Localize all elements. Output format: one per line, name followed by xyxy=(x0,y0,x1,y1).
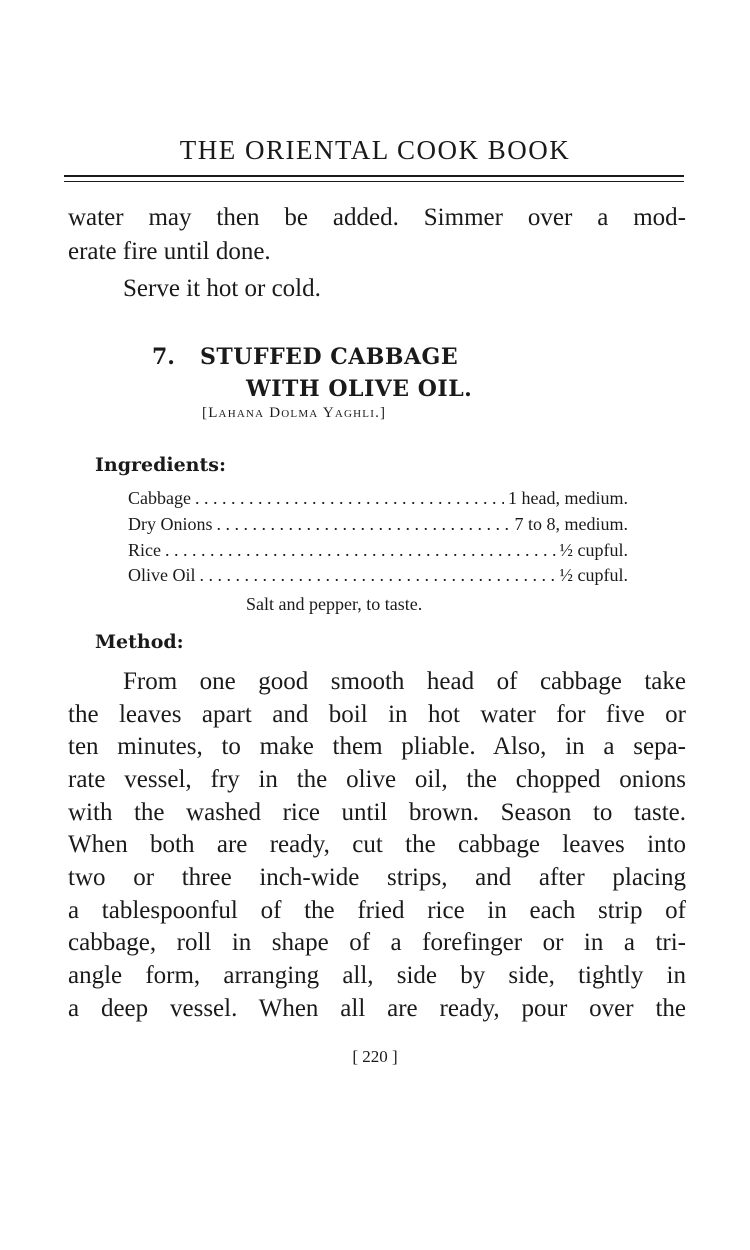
text-line: the leaves apart and boil in hot water for five or xyxy=(68,701,686,728)
ingredient-row xyxy=(128,563,628,587)
ingredient-name: Olive Oil xyxy=(128,565,196,585)
text-line: ten minutes, to make them pliable. Also, in a sepa- xyxy=(68,733,686,760)
text-line: When both are ready, cut the cabbage leaves into xyxy=(68,831,686,858)
ingredient-quantity: 7 to 8, medium. xyxy=(514,514,628,534)
ingredient-quantity: 1 head, medium. xyxy=(508,488,628,508)
ingredient-name: Cabbage xyxy=(128,488,191,508)
text-line: water may then be added. Simmer over a mod- xyxy=(68,204,686,231)
leader-dots xyxy=(165,538,556,562)
text-line: a deep vessel. When all are ready, pour over the xyxy=(68,995,686,1022)
ingredient-row xyxy=(128,512,628,536)
running-head: THE ORIENTAL COOK BOOK xyxy=(179,135,571,165)
ingredient-name: Dry Onions xyxy=(128,514,213,534)
recipe-title-line-2: WITH OLIVE OIL. xyxy=(246,376,473,402)
text-line: erate fire until done. xyxy=(68,238,271,265)
recipe-number: 7. xyxy=(152,344,175,370)
ingredient-name: Rice xyxy=(128,540,161,560)
ingredients-note: Salt and pepper, to taste. xyxy=(246,594,423,614)
header-rule-thick xyxy=(64,175,684,177)
recipe-title-line-1: STUFFED CABBAGE xyxy=(200,344,459,370)
ingredient-quantity: ½ cupful. xyxy=(559,540,628,560)
ingredient-quantity: ½ cupful. xyxy=(559,565,628,585)
text-line: a tablespoonful of the fried rice in each strip of xyxy=(68,897,686,924)
page-number: [ 220 ] xyxy=(352,1047,398,1066)
text-line: cabbage, roll in shape of a forefinger or in a tri- xyxy=(68,929,686,956)
leader-dots xyxy=(195,486,504,510)
text-line: angle form, arranging all, side by side, tightly in xyxy=(68,962,686,989)
ingredients-label: Ingredients: xyxy=(95,454,226,476)
method-label: Method: xyxy=(95,631,184,653)
text-line: two or three inch-wide strips, and after placing xyxy=(68,864,686,891)
header-rule-thin xyxy=(64,181,684,182)
serve-line: Serve it hot or cold. xyxy=(123,275,321,302)
leader-dots xyxy=(217,512,511,536)
ingredient-row xyxy=(128,486,628,510)
text-line: rate vessel, fry in the olive oil, the chopped onions xyxy=(68,766,686,793)
text-line: with the washed rice until brown. Season to taste. xyxy=(68,799,686,826)
text-line: From one good smooth head of cabbage take xyxy=(123,668,686,695)
ingredient-row xyxy=(128,538,628,562)
leader-dots xyxy=(200,563,556,587)
recipe-subtitle: [Lahana Dolma Yaghli.] xyxy=(202,405,387,421)
